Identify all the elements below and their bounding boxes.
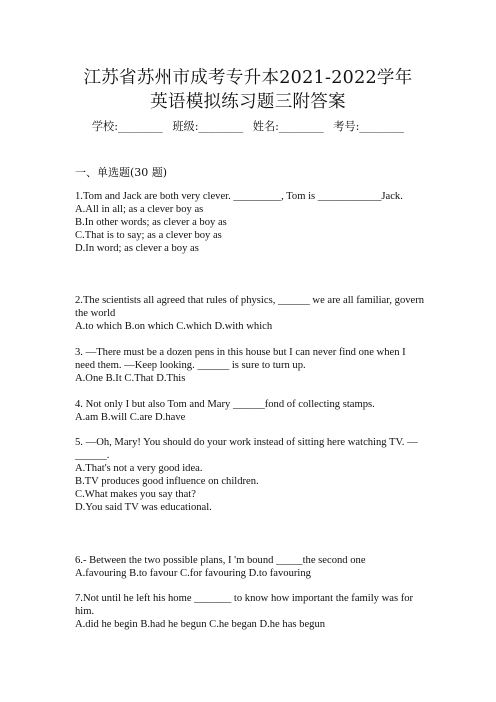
question-5 <box>75 436 425 514</box>
student-info-line <box>0 118 496 134</box>
name-field: 姓名:________ <box>252 120 324 133</box>
question-7 <box>75 592 425 631</box>
question-stem: 5. —Oh, Mary! You should do your work instead of sitting here watching TV. —______. <box>75 437 418 461</box>
question-option: B.In other words; as clever a boy as <box>75 217 227 228</box>
class-field: 班级:________ <box>172 120 244 133</box>
document-title-line-1: 江苏省苏州市成考专升本2021-2022学年 <box>83 68 413 88</box>
question-option: A.All in all; as a clever boy as <box>75 204 204 215</box>
exam-number-field: 考号:________ <box>333 120 405 133</box>
question-stem: 4. Not only I but also Tom and Mary ______fond of collecting stamps. <box>75 399 375 410</box>
section-heading: 一、单选题(30 题) <box>75 166 168 179</box>
question-1 <box>75 190 425 255</box>
question-option: C.That is to say; as a clever boy as <box>75 230 222 241</box>
question-option: A.did he begin B.had he begun C.he began D.he has begun <box>75 619 326 630</box>
question-option: C.What makes you say that? <box>75 489 196 500</box>
question-stem: 6.- Between the two possible plans, I 'm bound _____the second one <box>75 555 366 566</box>
question-stem: 1.Tom and Jack are both very clever. _________, Tom is ____________Jack. <box>75 191 403 202</box>
document-title-line-2: 英语模拟练习题三附答案 <box>150 92 346 112</box>
question-option: A.to which B.on which C.which D.with which <box>75 321 273 332</box>
question-stem: 3. —There must be a dozen pens in this house but I can never find one when I need them. —Keep looking. ______ is sure to turn up. <box>75 347 406 371</box>
school-field: 学校:________ <box>91 120 163 133</box>
question-option: A.That's not a very good idea. <box>75 463 203 474</box>
question-4 <box>75 398 425 424</box>
question-2 <box>75 294 425 333</box>
question-option: A.favouring B.to favour C.for favouring D.to favouring <box>75 568 311 579</box>
question-stem: 7.Not until he left his home _______ to know how important the family was for him. <box>75 593 414 617</box>
question-6 <box>75 554 425 580</box>
question-option: B.TV produces good influence on children. <box>75 476 259 487</box>
question-3 <box>75 346 425 385</box>
question-option: D.In word; as clever a boy as <box>75 243 199 254</box>
question-option: D.You said TV was educational. <box>75 502 212 513</box>
question-stem: 2.The scientists all agreed that rules of physics, ______ we are all familiar, govern the world <box>75 295 425 319</box>
question-option: A.am B.will C.are D.have <box>75 412 186 423</box>
question-option: A.One B.It C.That D.This <box>75 373 186 384</box>
